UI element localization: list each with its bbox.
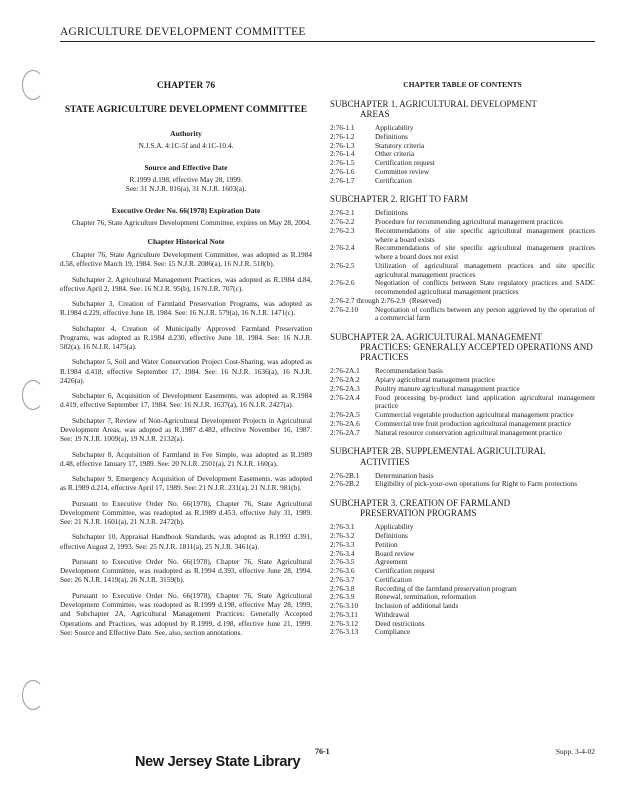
subchapter-heading bbox=[330, 332, 595, 362]
section-title: Definitions bbox=[375, 531, 408, 541]
toc-section-row bbox=[330, 142, 595, 151]
toc-section-row bbox=[330, 394, 595, 412]
section-title: Agreement bbox=[375, 557, 408, 567]
section-number: 2:76-2.2 bbox=[330, 217, 355, 227]
section-number: 2:76-2.1 bbox=[330, 208, 355, 218]
section-number: 2:76-2A.3 bbox=[330, 383, 360, 393]
toc-section-row bbox=[330, 611, 595, 620]
page-number: 76-1 bbox=[315, 747, 330, 756]
section-number: 2:76-2B.1 bbox=[330, 470, 360, 480]
toc-section-row bbox=[330, 550, 595, 559]
subchapter-heading-line: SUBCHAPTER 3. CREATION OF FARMLAND bbox=[330, 498, 511, 509]
toc-section-row bbox=[330, 227, 595, 245]
toc-subchapter bbox=[330, 194, 595, 323]
toc-subchapter bbox=[330, 99, 595, 185]
section-title: Utilization of agricultural management practices and site specific agricultural management practices bbox=[375, 260, 595, 279]
history-paragraph: Subchapter 4, Creation of Municipally Approved Farmland Preservation Programs, was adopted as R.1984 d.230, effective June 18, 1984. See: 16 N.J.R. 582(a), 16 N.J.R. 1475(a). bbox=[60, 323, 312, 352]
section-title: Certification request bbox=[375, 158, 435, 168]
section-number: 2:76-3.6 bbox=[330, 566, 355, 576]
section-title: Commercial tree fruit production agricultural management practice bbox=[375, 418, 572, 428]
section-number: 2:76-1.2 bbox=[330, 131, 355, 141]
toc-section-row bbox=[330, 541, 595, 550]
subchapter-heading-line: SUBCHAPTER 2. RIGHT TO FARM bbox=[330, 194, 469, 205]
section-number: 2:76-3.8 bbox=[330, 583, 355, 593]
authority-text: N.J.S.A. 4:1C-5f and 4:1C-10.4. bbox=[138, 141, 234, 151]
section-title: Other criteria bbox=[375, 149, 415, 159]
section-title: Negotiation of conflicts between any person aggrieved by the operation of a commercial farm bbox=[375, 304, 595, 323]
section-title: Withdrawal bbox=[375, 609, 410, 619]
section-title: Apiary agricultural management practice bbox=[375, 375, 495, 385]
toc-subchapter-list bbox=[330, 99, 595, 637]
running-header: AGRICULTURE DEVELOPMENT COMMITTEE bbox=[60, 26, 595, 42]
section-number: 2:76-2.10 bbox=[330, 304, 359, 314]
section-title: Eligibility of pick-your-own operations for Right to Farm protections bbox=[375, 479, 578, 489]
section-number: 2:76-3.9 bbox=[330, 592, 355, 602]
chapter-title: STATE AGRICULTURE DEVELOPMENT COMMITTEE bbox=[64, 105, 308, 116]
eo-heading: Executive Order No. 66(1978) Expiration Date bbox=[111, 205, 261, 215]
section-number: 2:76-3.1 bbox=[330, 522, 355, 532]
section-title: Definitions bbox=[375, 131, 408, 141]
history-paragraph: Subchapter 10, Appraisal Handbook Standards, was adopted as R.1993 d.391, effective August 2, 1993. See: 25 N.J.R. 1811(a), 25 N.J.R. 3461(a). bbox=[60, 532, 312, 551]
toc-section-row bbox=[330, 159, 595, 168]
section-number: 2:76-3.5 bbox=[330, 557, 355, 567]
toc-section-row bbox=[330, 558, 595, 567]
section-number: 2:76-1.6 bbox=[330, 166, 355, 176]
section-number: 2:76-2.4 bbox=[330, 243, 355, 253]
history-paragraph: Subchapter 5, Soil and Water Conservation Project Cost-Sharing, was adopted as R.1984 d.418, effective September 17, 1984. See: 16 N.J.R. 1636(a), 16 N.J.R. 2426(a). bbox=[60, 357, 312, 385]
section-title: Certification bbox=[375, 574, 412, 584]
section-title: Applicability bbox=[375, 123, 414, 133]
punch-hole bbox=[22, 70, 44, 100]
section-number: 2:76-3.12 bbox=[330, 618, 359, 628]
history-paragraph: Subchapter 6, Acquisition of Development Easements, was adopted as R.1984 d.419, effective September 17, 1984. See: 16 N.J.R. 1637(a), 16 N.J.R. 2427(a). bbox=[60, 391, 312, 410]
subchapter-heading-line: PRESERVATION PROGRAMS bbox=[360, 508, 477, 519]
history-paragraph: Pursuant to Executive Order No. 66(1978), Chapter 76, State Agricultural Development Committee, was readopted as R.1989 d.453, effective July 31, 1989. See: 21 N.J.R. 1601(a), 21 N.J.R. 2472(b). bbox=[60, 498, 312, 527]
history-paragraph: Pursuant to Executive Order No. 66(1978), Chapter 76, State Agricultural Development Committee, was readopted as R.1999 d.198, effective May 28, 1999, and Subchapter 2A, Agricultural Management Practices: Generally Accepted Operations and Practices, was adopted by R.1999, d.198, effective June 21, 1999. See: Source and Effective Date. See, also, section annotations. bbox=[60, 590, 312, 637]
section-title: Certification bbox=[375, 175, 412, 185]
history-paragraph: Subchapter 3, Creation of Farmland Preservation Programs, was adopted as R.1984 d.229, effective June 18, 1984. See: 16 N.J.R. 579(a), 16 N.J.R. 1471(c). bbox=[60, 299, 312, 318]
history-paragraph: Chapter 76, State Agriculture Development Committee, was adopted as R.1984 d.58, effective March 19, 1984. See: 15 N.J.R. 2086(a), 16 N.J.R. 518(b). bbox=[60, 250, 312, 269]
section-title: Inclusion of additional lands bbox=[375, 601, 459, 611]
authority-heading: Authority bbox=[170, 128, 202, 138]
section-title: Recording of the farmland preservation program bbox=[375, 583, 517, 593]
section-title: Recommendation basis bbox=[375, 366, 443, 376]
toc-section-row bbox=[330, 593, 595, 602]
punch-hole bbox=[22, 380, 44, 410]
section-number: 2:76-2A.2 bbox=[330, 375, 360, 385]
subchapter-heading-line: SUBCHAPTER 1. AGRICULTURAL DEVELOPMENT bbox=[330, 99, 537, 109]
toc-section-row bbox=[330, 124, 595, 133]
toc-section-row bbox=[330, 262, 595, 280]
section-title: Definitions bbox=[375, 208, 408, 218]
section-number: 2:76-3.7 bbox=[330, 574, 355, 584]
page-footer bbox=[60, 747, 595, 777]
toc-section-row bbox=[330, 620, 595, 629]
toc-subchapter bbox=[330, 446, 595, 489]
toc-section-row bbox=[330, 480, 595, 489]
section-title: Food processing by-product land application agricultural management practice bbox=[375, 392, 595, 411]
toc-section-row bbox=[330, 602, 595, 611]
subchapter-heading-line: SUBCHAPTER 2A. AGRICULTURAL MANAGEMENT bbox=[330, 332, 542, 343]
section-title: Natural resource conservation agricultural management practice bbox=[375, 427, 562, 437]
subchapter-heading-line: AREAS bbox=[360, 109, 390, 120]
section-title: (Reserved) bbox=[409, 295, 442, 305]
section-number: 2:76-2.3 bbox=[330, 225, 355, 235]
section-number: 2:76-3.4 bbox=[330, 548, 355, 558]
section-number: 2:76-2A.7 bbox=[330, 427, 360, 437]
section-number: 2:76-3.11 bbox=[330, 609, 358, 619]
source-heading: Source and Effective Date bbox=[144, 162, 228, 172]
toc-section-row bbox=[330, 306, 595, 324]
toc-section-row bbox=[330, 133, 595, 142]
subchapter-heading-line: PRACTICES: GENERALLY ACCEPTED OPERATIONS AND PRACTICES bbox=[360, 342, 593, 363]
section-number: 2:76-3.2 bbox=[330, 531, 355, 541]
section-number: 2:76-2A.6 bbox=[330, 418, 360, 428]
punch-hole bbox=[22, 680, 44, 710]
section-title: Committee review bbox=[375, 166, 430, 176]
section-number: 2:76-3.13 bbox=[330, 627, 359, 637]
history-paragraph: Subchapter 9, Emergency Acquisition of Development Easements, was adopted as R.1989 d.214, effective April 17, 1989. See: 21 N.J.R. 231(a), 21 N.J.R. 981(b). bbox=[60, 474, 312, 493]
section-title: Certification request bbox=[375, 566, 435, 576]
eo-text: Chapter 76, State Agriculture Development Committee, expires on May 28, 2004. bbox=[72, 218, 312, 228]
section-title: Commercial vegetable production agricultural management practice bbox=[375, 410, 574, 420]
section-title: Recommendations of site specific agricultural management practices where a board exists bbox=[375, 225, 595, 244]
toc-section-row bbox=[330, 177, 595, 186]
section-title: Procedure for recommending agricultural management practices bbox=[375, 217, 563, 227]
section-title: Board review bbox=[375, 548, 415, 558]
left-column bbox=[60, 80, 312, 643]
section-number: 2:76-1.7 bbox=[330, 175, 355, 185]
subchapter-heading bbox=[330, 498, 595, 518]
section-title: Recommendations of site specific agricultural management practices where a board does not exist bbox=[375, 243, 595, 262]
toc-title: CHAPTER TABLE OF CONTENTS bbox=[403, 80, 522, 89]
section-title: Negotiation of conflicts between State regulatory practices and SADC recommended agricultural management practices bbox=[375, 278, 595, 297]
section-title: Determination basis bbox=[375, 470, 434, 480]
subchapter-heading bbox=[330, 194, 595, 204]
section-number: 2:76-2.5 bbox=[330, 260, 355, 270]
section-number: 2:76-1.5 bbox=[330, 158, 355, 168]
section-number: 2:76-2.7 through 2:76-2.9 bbox=[330, 295, 406, 305]
source-line: R.1999 d.198, effective May 28, 1999. bbox=[129, 175, 243, 185]
subchapter-heading bbox=[330, 446, 595, 466]
table-of-contents bbox=[330, 80, 595, 646]
toc-section-row bbox=[330, 567, 595, 576]
section-title: Applicability bbox=[375, 522, 414, 532]
section-title: Statutory criteria bbox=[375, 140, 425, 150]
section-number: 2:76-1.4 bbox=[330, 149, 355, 159]
toc-subchapter bbox=[330, 498, 595, 637]
supplement-date: Supp. 3-4-02 bbox=[555, 747, 595, 756]
section-number: 2:76-2B.2 bbox=[330, 479, 360, 489]
section-number: 2:76-2.6 bbox=[330, 278, 355, 288]
history-paragraph: Pursuant to Executive Order No. 66(1978), Chapter 76, State Agricultural Development Committee, was readopted as R.1994 d.393, effective June 28, 1994. See: 26 N.J.R. 1419(a), 26 N.J.R. 3159(b). bbox=[60, 556, 312, 585]
toc-section-row bbox=[330, 244, 595, 262]
toc-section-row bbox=[330, 279, 595, 297]
toc-section-row bbox=[330, 523, 595, 532]
subchapter-heading-line: SUBCHAPTER 2B. SUPPLEMENTAL AGRICULTURAL bbox=[330, 446, 546, 457]
section-number: 2:76-3.10 bbox=[330, 601, 359, 611]
section-number: 2:76-1.1 bbox=[330, 123, 355, 133]
section-number: 2:76-1.3 bbox=[330, 140, 355, 150]
section-title: Poultry manure agricultural management practice bbox=[375, 383, 520, 393]
chapter-label: CHAPTER 76 bbox=[156, 81, 216, 91]
history-paragraph: Subchapter 8, Acquisition of Farmland in Fee Simple, was adopted as R.1989 d.48, effective January 17, 1989. See: 20 N.J.R. 2501(a), 21 N.J.R. 160(a). bbox=[60, 449, 312, 468]
section-number: 2:76-2A.5 bbox=[330, 410, 360, 420]
toc-section-row bbox=[330, 532, 595, 541]
history-heading: Chapter Historical Note bbox=[147, 237, 225, 247]
toc-section-row bbox=[330, 628, 595, 637]
section-title: Deed restrictions bbox=[375, 618, 425, 628]
toc-section-row bbox=[330, 150, 595, 159]
section-number: 2:76-2A.1 bbox=[330, 366, 360, 376]
history-notes bbox=[60, 250, 312, 637]
source-line: See: 31 N.J.R. 816(a), 31 N.J.R. 1603(a). bbox=[125, 184, 247, 194]
section-title: Petition bbox=[375, 539, 398, 549]
toc-section-row bbox=[330, 429, 595, 438]
subchapter-heading bbox=[330, 99, 595, 119]
history-paragraph: Subchapter 7, Review of Non-Agricultural Development Projects in Agricultural Development Areas, was adopted as R.1987 d.482, effective November 16, 1987. See: 19 N.J.R. 1009(a), 19 N.J.R. 2132(a). bbox=[60, 415, 312, 444]
library-stamp: New Jersey State Library bbox=[135, 754, 301, 770]
section-number: 2:76-2A.4 bbox=[330, 392, 360, 402]
history-paragraph: Subchapter 2, Agricultural Management Practices, was adopted as R.1984 d.84, effective April 2, 1984. See: 16 N.J.R. 95(b), 16 N.J.R. 707(c). bbox=[60, 274, 312, 293]
section-title: Compliance bbox=[375, 627, 411, 637]
toc-section-row bbox=[330, 168, 595, 177]
section-title: Renewal, termination, reformation bbox=[375, 592, 476, 602]
section-number: 2:76-3.3 bbox=[330, 539, 355, 549]
toc-subchapter bbox=[330, 332, 595, 437]
subchapter-heading-line: ACTIVITIES bbox=[360, 456, 410, 467]
